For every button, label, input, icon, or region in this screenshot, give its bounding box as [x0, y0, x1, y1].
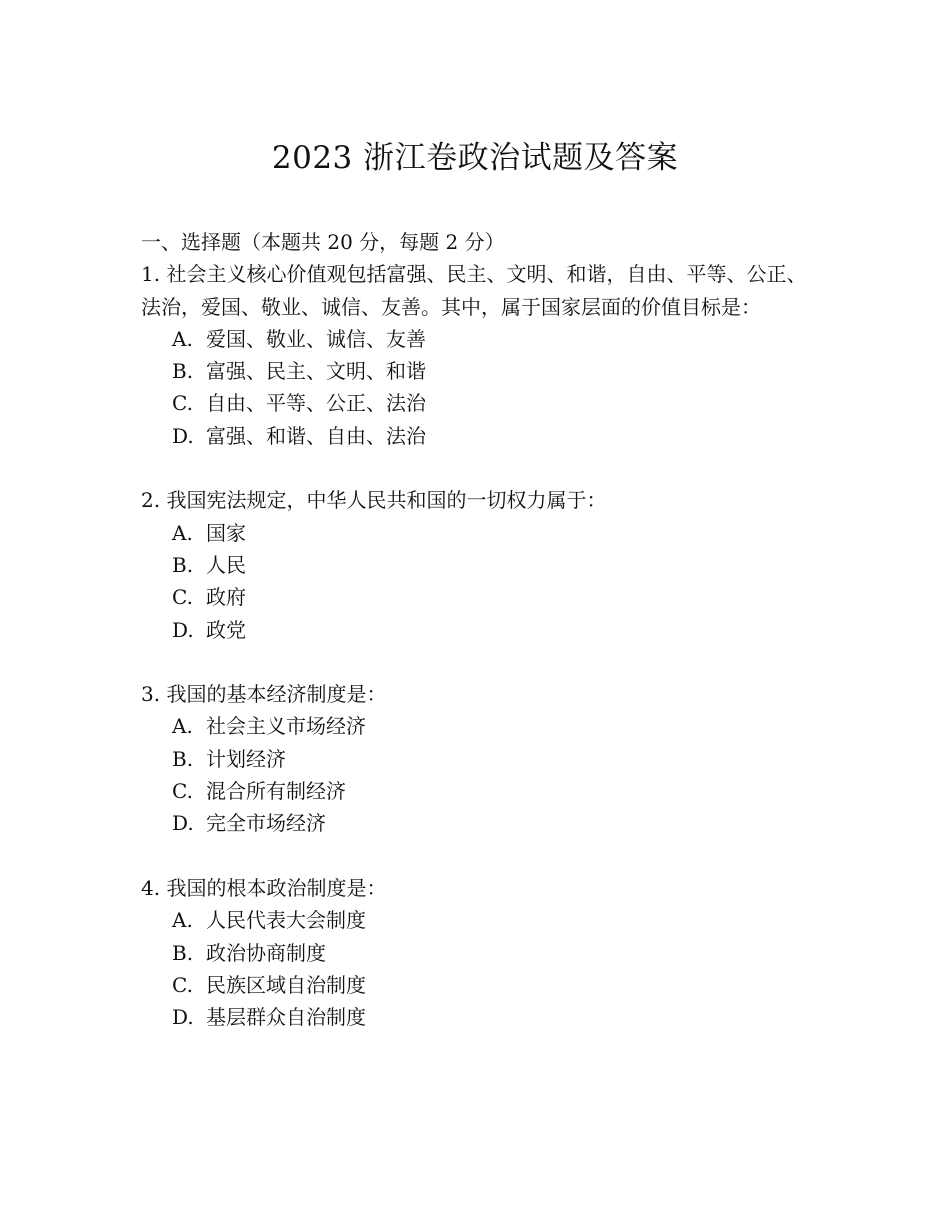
option-b — [141, 937, 811, 969]
option-text: 计划经济 — [206, 746, 286, 771]
option-text: 政党 — [206, 617, 246, 642]
question-3 — [141, 678, 811, 839]
option-text: 自由、平等、公正、法治 — [206, 391, 426, 416]
option-text: 富强、民主、文明、和谐 — [206, 359, 426, 384]
option-letter: C. — [172, 972, 193, 997]
option-text: 爱国、敬业、诚信、友善 — [206, 326, 426, 351]
option-list — [141, 904, 811, 1033]
option-text: 政府 — [206, 585, 246, 610]
question-stem: 1. 社会主义核心价值观包括富强、民主、文明、和谐，自由、平等、公正、法治，爱国、敬业、诚信、友善。其中，属于国家层面的价值目标是： — [141, 262, 807, 319]
option-text: 基层群众自治制度 — [206, 1005, 366, 1030]
option-d — [141, 614, 811, 646]
option-letter: B. — [172, 940, 194, 965]
option-letter: C. — [172, 779, 193, 804]
question-4 — [141, 872, 811, 1033]
option-b — [141, 355, 811, 387]
question-stem: 2. 我国宪法规定，中华人民共和国的一切权力属于： — [141, 488, 607, 513]
question-stem: 4. 我国的根本政治制度是： — [141, 875, 387, 900]
option-c — [141, 387, 811, 419]
section-heading: 一、选择题（本题共 20 分，每题 2 分） — [141, 230, 505, 254]
option-letter: A. — [172, 326, 193, 351]
question-2 — [141, 484, 811, 645]
option-letter: C. — [172, 585, 193, 610]
option-text: 民族区域自治制度 — [206, 972, 366, 997]
option-letter: C. — [172, 391, 193, 416]
option-list — [141, 517, 811, 646]
option-a — [141, 517, 811, 549]
option-text: 社会主义市场经济 — [206, 714, 366, 739]
option-a — [141, 904, 811, 936]
option-letter: A. — [172, 908, 193, 933]
option-b — [141, 549, 811, 581]
option-text: 完全市场经济 — [206, 811, 326, 836]
option-list — [141, 710, 811, 839]
document-title: 2023 浙江卷政治试题及答案 — [271, 140, 679, 176]
option-letter: B. — [172, 359, 194, 384]
question-1 — [141, 258, 811, 452]
option-a — [141, 323, 811, 355]
option-b — [141, 743, 811, 775]
option-text: 富强、和谐、自由、法治 — [206, 423, 426, 448]
option-c — [141, 775, 811, 807]
option-list — [141, 323, 811, 452]
option-letter: D. — [172, 617, 194, 642]
option-d — [141, 807, 811, 839]
option-text: 国家 — [206, 520, 246, 545]
option-text: 人民 — [206, 552, 246, 577]
option-letter: B. — [172, 552, 194, 577]
option-letter: A. — [172, 520, 193, 545]
option-letter: D. — [172, 811, 194, 836]
option-d — [141, 1001, 811, 1033]
option-letter: D. — [172, 1005, 194, 1030]
option-letter: B. — [172, 746, 194, 771]
option-letter: A. — [172, 714, 193, 739]
option-letter: D. — [172, 423, 194, 448]
option-c — [141, 969, 811, 1001]
option-text: 政治协商制度 — [206, 940, 326, 965]
option-a — [141, 710, 811, 742]
option-d — [141, 420, 811, 452]
option-c — [141, 581, 811, 613]
option-text: 混合所有制经济 — [206, 779, 346, 804]
option-text: 人民代表大会制度 — [206, 908, 366, 933]
question-stem: 3. 我国的基本经济制度是： — [141, 682, 387, 707]
document-body — [141, 226, 811, 1066]
